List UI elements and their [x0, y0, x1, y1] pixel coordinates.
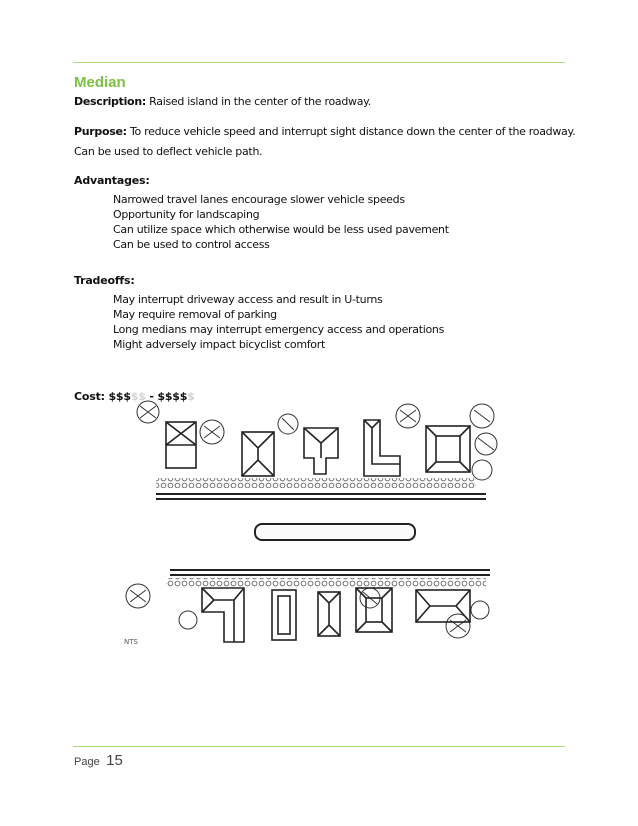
header-rule: [73, 62, 565, 63]
page-label: Page: [74, 756, 100, 768]
raised-median-island: [255, 524, 415, 540]
purpose-label: Purpose:: [74, 125, 127, 138]
tradeoffs-heading: Tradeoffs:: [74, 274, 135, 287]
list-item: Can utilize space which otherwise would be less used pavement: [113, 223, 449, 236]
cost-label: Cost:: [74, 390, 109, 403]
scale-note: NTS: [124, 638, 138, 646]
list-item: May interrupt driveway access and result in U-turns: [113, 293, 383, 306]
list-item: Might adversely impact bicyclist comfort: [113, 338, 325, 351]
lower-hedge: [166, 578, 486, 588]
list-item: May require removal of parking: [113, 308, 277, 321]
page-number: 15: [106, 752, 123, 769]
cost-low-faded: $$: [130, 390, 146, 403]
upper-houses: [166, 420, 470, 476]
list-item: Opportunity for landscaping: [113, 208, 260, 221]
description-paragraph: [74, 94, 371, 109]
upper-hedge: [156, 478, 476, 488]
purpose-text-continued: Can be used to deflect vehicle path.: [74, 145, 263, 158]
purpose-text: To reduce vehicle speed and interrupt sight distance down the center of the roadway.: [126, 125, 576, 138]
list-item: Narrowed travel lanes encourage slower vehicle speeds: [113, 193, 405, 206]
page-footer: [74, 752, 123, 770]
tradeoffs-list: [113, 292, 444, 352]
footer-rule: [73, 746, 565, 747]
purpose-paragraph: [74, 124, 575, 139]
cost-high-strong: $$$$: [157, 390, 188, 403]
list-item: Can be used to control access: [113, 238, 270, 251]
list-item: Long medians may interrupt emergency access and operations: [113, 323, 445, 336]
cost-high-faded: $: [187, 390, 195, 403]
median-plan-illustration: [118, 398, 498, 650]
advantages-list: [113, 192, 449, 252]
section-title: Median: [74, 74, 126, 91]
description-text: Raised island in the center of the roadway.: [145, 95, 371, 108]
advantages-heading: Advantages:: [74, 174, 150, 187]
cost-low-strong: $$$: [108, 390, 131, 403]
lower-houses: [202, 588, 470, 642]
cost-separator: -: [145, 390, 158, 403]
description-label: Description:: [74, 95, 146, 108]
